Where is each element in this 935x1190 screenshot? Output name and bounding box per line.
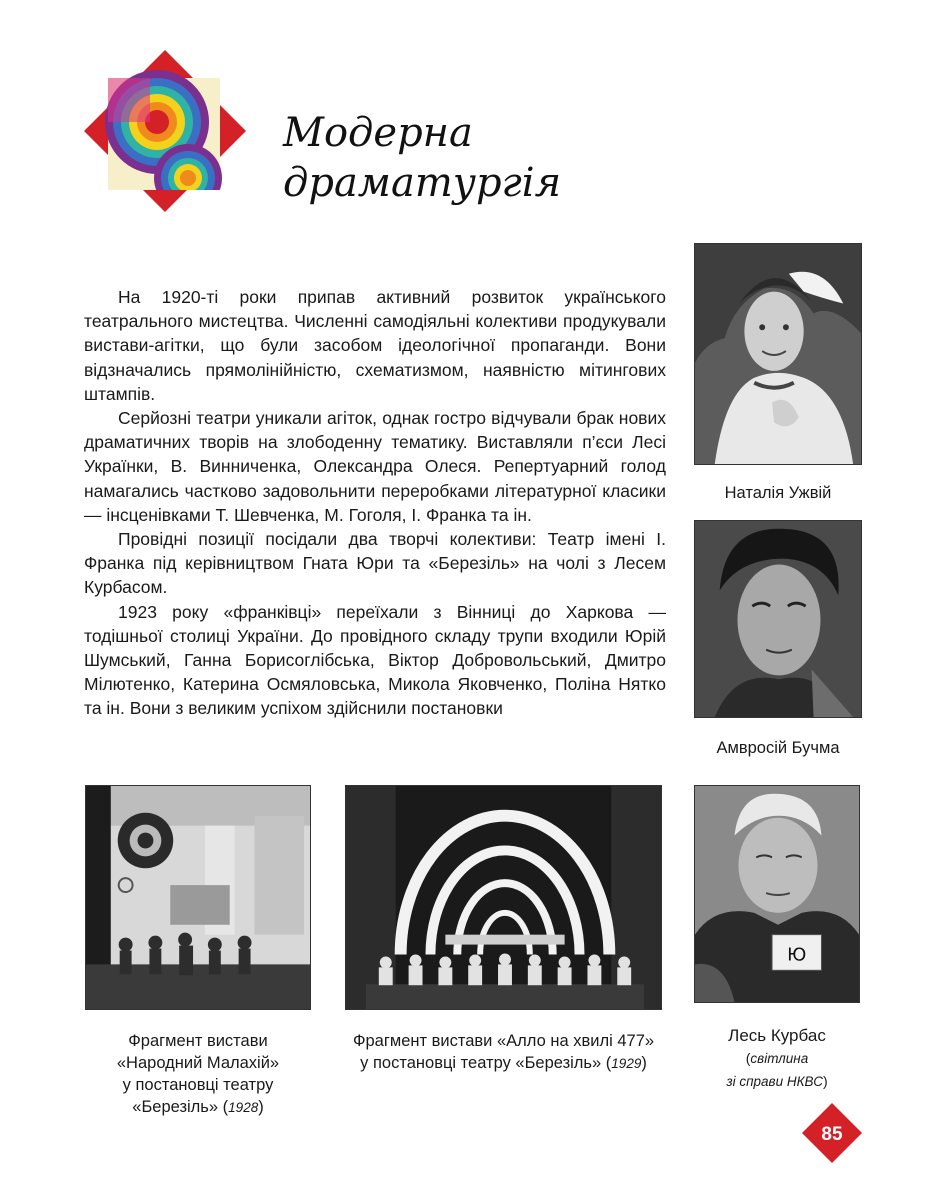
title-line-1: Модерна <box>283 110 473 156</box>
caption-kurbas: Лесь Курбас (світлина зі справи НКВС) <box>726 1026 828 1089</box>
paragraph-3: Провідні позиції посідали два творчі колективи: Театр імені І. Франка під керівництвом Гната Юри та «Березіль» на чолі з Лесем Курбасом. <box>84 529 666 598</box>
caption-allo: Фрагмент вистави «Алло на хвилі 477» у постановці театру «Березіль» (1929) <box>352 1032 655 1072</box>
caption-buchma: Амвросій Бучма <box>716 739 840 757</box>
paragraph-2: Серйозні театри уникали агіток, однак гостро відчували брак нових драматичних творів на злободенну тематику. Виставляли п’єси Лесі Українки, В. Винниченка, Олександра Олеся. Репертуарний голод намагались частково задовольнити переробками літературної класики — інсценівками Т. Шевченка, М. Гоголя, І. Франка та ін. <box>84 408 666 525</box>
paragraph-1: На 1920-ті роки припав активний розвиток українського театрального мистецтва. Численні самодіяльні колективи продукували вистави-агітки, що були засобом ідеологічної пропаганди. Вони відзначались прямолінійністю, схематизмом, наявністю мітингових штампів. <box>84 287 666 404</box>
caption-uzhvii: Наталія Ужвій <box>724 484 832 502</box>
page-number: 85 <box>821 1124 843 1145</box>
prisoner-badge-text: Ю <box>787 944 807 966</box>
photo-malakhii-stage <box>85 785 311 1010</box>
page-number-badge-icon <box>802 1103 862 1163</box>
paragraph-4: 1923 року «франківці» переїхали з Вінниці до Харкова — тодішньої столиці України. До провідного складу трупи входили Юрій Шумський, Ганна Борисоглібська, Віктор Добровольський, Дмитро Мілютенко, Катерина Осмяловська, Микола Яковченко, Поліна Нятко та ін. Вони з великим успіхом здійснили постановки <box>84 601 666 719</box>
photo-allo-stage <box>345 785 662 1010</box>
sun-decoration-icon <box>118 813 174 869</box>
title-line-2: драматургія <box>283 160 562 206</box>
body-text <box>84 285 666 721</box>
page-title <box>283 108 561 208</box>
photo-uzhvii <box>694 243 862 465</box>
photo-buchma <box>694 520 862 718</box>
photo-kurbas <box>694 785 860 1003</box>
section-logo-icon <box>84 50 246 212</box>
caption-malakhii: Фрагмент вистави «Народний Малахій» у постановці театру «Березіль» (1928) <box>116 1032 280 1116</box>
